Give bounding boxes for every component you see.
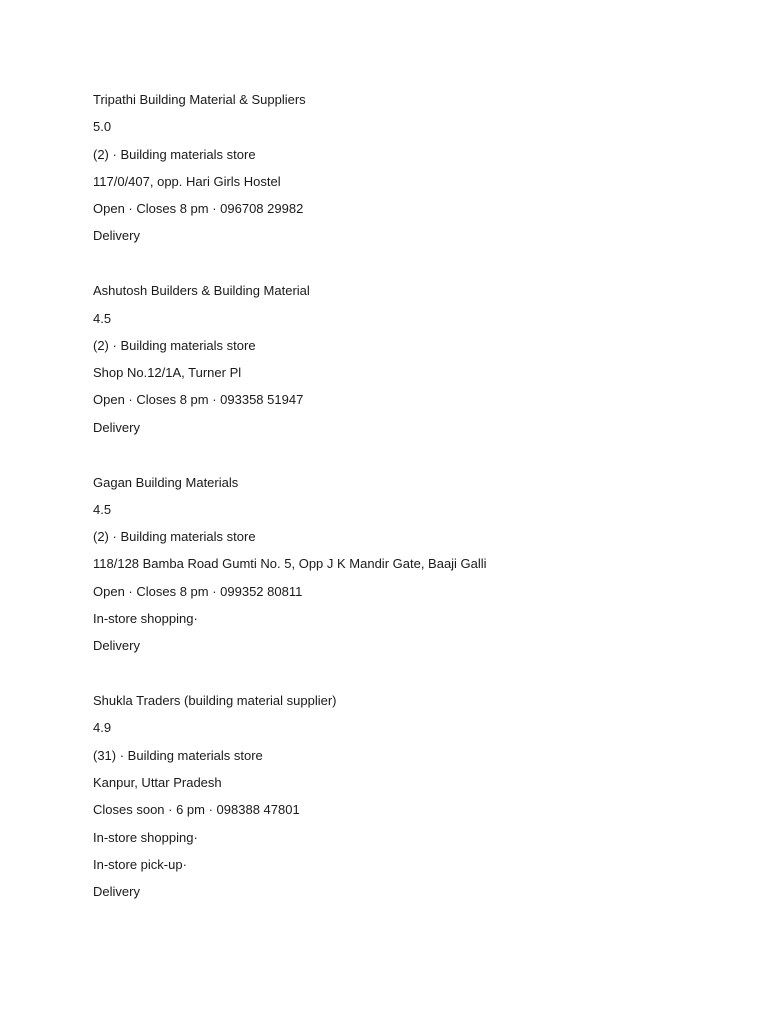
service-option: Delivery — [93, 419, 140, 435]
address: Shop No.12/1A, Turner Pl — [93, 365, 242, 381]
rating: 4.5 — [93, 310, 112, 326]
review-count-category: (31) · Building materials store — [93, 747, 263, 763]
service-option: In-store shopping· — [93, 611, 198, 627]
service-option: Delivery — [93, 638, 140, 654]
hours-phone: Open · Closes 8 pm · 099352 80811 — [93, 583, 303, 599]
listing-gagan — [93, 469, 733, 660]
rating: 4.5 — [93, 501, 112, 517]
hours-phone: Open · Closes 8 pm · 096708 29982 — [93, 201, 304, 217]
rating: 4.9 — [93, 720, 112, 736]
hours-phone: Open · Closes 8 pm · 093358 51947 — [93, 392, 304, 408]
rating: 5.0 — [93, 119, 112, 135]
document-page — [93, 86, 733, 933]
business-name: Tripathi Building Material & Suppliers — [93, 92, 306, 107]
listing-ashutosh — [93, 277, 733, 441]
listing-shukla — [93, 687, 733, 905]
address: Kanpur, Uttar Pradesh — [93, 775, 222, 791]
address: 117/0/407, opp. Hari Girls Hostel — [93, 173, 281, 189]
service-option: Delivery — [93, 228, 140, 244]
hours-phone: Closes soon · 6 pm · 098388 47801 — [93, 802, 300, 818]
review-count-category: (2) · Building materials store — [93, 529, 256, 545]
service-option: In-store shopping· — [93, 829, 198, 845]
business-name: Gagan Building Materials — [93, 474, 239, 490]
business-name: Shukla Traders (building material supplier) — [93, 693, 337, 709]
business-name: Ashutosh Builders & Building Material — [93, 283, 310, 299]
service-option: In-store pick-up· — [93, 856, 187, 872]
address: 118/128 Bamba Road Gumti No. 5, Opp J K Mandir Gate, Baaji Galli — [93, 556, 487, 572]
listing-tripathi — [93, 86, 733, 250]
review-count-category: (2) · Building materials store — [93, 337, 256, 353]
review-count-category: (2) · Building materials store — [93, 146, 256, 162]
service-option: Delivery — [93, 884, 140, 900]
